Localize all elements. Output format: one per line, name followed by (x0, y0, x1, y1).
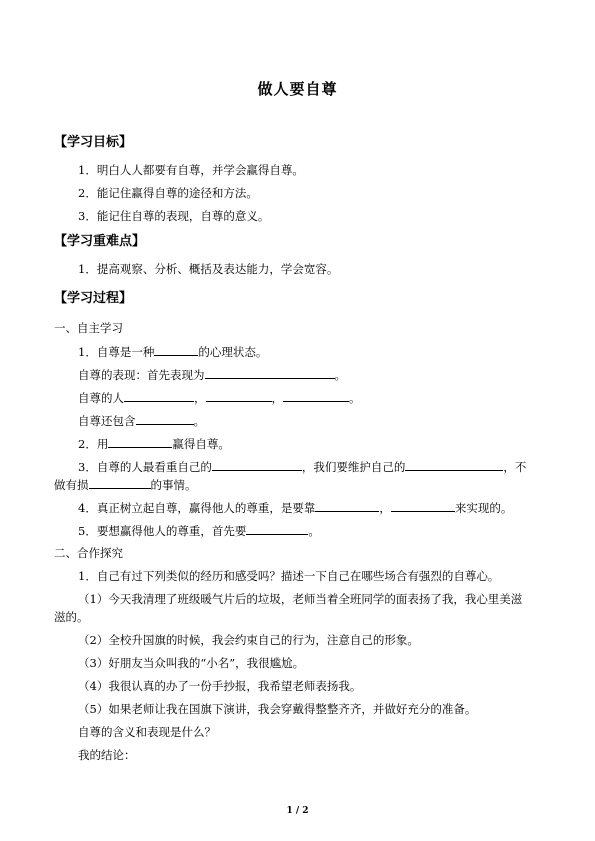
answer-blank[interactable] (89, 476, 151, 489)
q1-text-b: 的心理状态。 (198, 345, 268, 359)
part2-intro: 1．自己有过下列类似的经历和感受吗？描述一下自己在哪些场合有强烈的自尊心。 (78, 569, 500, 583)
answer-blank[interactable] (205, 366, 335, 379)
scenario-item-cont: 滋的。 (54, 610, 89, 624)
conclusion-label: 我的结论： (78, 748, 136, 762)
scenario-item: （5）如果老师让我在国旗下演讲，我会穿戴得整整齐齐，并做好充分的准备。 (78, 702, 477, 716)
fill-line-q2 (78, 435, 230, 452)
key-point-item: 1．提高观察、分析、概括及表达能力，学会宽容。 (78, 262, 339, 276)
answer-blank[interactable] (108, 435, 172, 448)
goal-item: 3．能记住自尊的表现，自尊的意义。 (78, 209, 270, 223)
q3-text-e: 的事情。 (150, 478, 197, 492)
q4-text-a: 4．真正树立起自尊，赢得他人的尊重，是要靠 (78, 501, 316, 515)
answer-blank[interactable] (283, 389, 349, 402)
answer-blank[interactable] (246, 522, 308, 535)
part2-heading: 二、合作探究 (54, 546, 123, 560)
period: 。 (349, 391, 361, 405)
scenario-item: （4）我很认真的办了一份手抄报，我希望老师表扬我。 (78, 679, 362, 693)
q5-text-a: 5．要想赢得他人的尊重，首先要 (78, 524, 247, 538)
q1-text-a: 1．自尊是一种 (78, 345, 155, 359)
q3-text-a: 3．自尊的人最看重自己的 (78, 460, 212, 474)
comma: ， (271, 391, 283, 405)
goal-item: 2．能记住赢得自尊的途径和方法。 (78, 186, 258, 200)
q3-text-b: ，我们要维护自己的 (301, 460, 406, 474)
q2-text-b: 赢得自尊。 (172, 437, 230, 451)
answer-blank[interactable] (212, 458, 302, 471)
answer-blank[interactable] (124, 389, 194, 402)
answer-blank[interactable] (206, 389, 272, 402)
fill-line-q4 (78, 499, 512, 516)
q4-text-b: 来实现的。 (454, 501, 513, 515)
fill-line-q5 (78, 522, 320, 539)
answer-blank[interactable] (315, 499, 379, 512)
answer-blank[interactable] (154, 343, 198, 356)
page-number: 1 / 2 (286, 806, 309, 816)
q1-text-e: 自尊的人 (78, 391, 124, 405)
answer-blank[interactable] (391, 499, 455, 512)
scenario-item: （3）好朋友当众叫我的“小名”，我很尴尬。 (78, 656, 305, 670)
goal-item: 1．明白人人都要有自尊，并学会赢得自尊。 (78, 163, 304, 177)
discussion-question: 自尊的含义和表现是什么？ (78, 725, 216, 739)
section-heading-process: 【学习过程】 (54, 291, 133, 306)
q3-text-c: ，不 (503, 460, 527, 474)
period: 。 (193, 414, 205, 428)
comma: ， (379, 501, 391, 515)
section-heading-key-points: 【学习重难点】 (54, 234, 146, 249)
fill-line-q3 (78, 458, 526, 475)
answer-blank[interactable] (405, 458, 503, 471)
q1-text-f: 自尊还包含 (78, 414, 136, 428)
fill-line-q1-person (78, 389, 361, 406)
q3-text-d: 做有损 (54, 478, 89, 492)
section-heading-goals: 【学习目标】 (54, 135, 133, 150)
fill-line-q1 (78, 343, 267, 360)
scenario-item: （2）全校升国旗的时候，我会约束自己的行为，注意自己的形象。 (78, 633, 419, 647)
scenario-item: （1）今天我清理了班级暖气片后的垃圾，老师当着全班同学的面表扬了我，我心里美滋 (78, 592, 523, 606)
period: 。 (308, 524, 320, 538)
answer-blank[interactable] (136, 412, 194, 425)
q1-text-d: 。 (334, 368, 346, 382)
comma: ， (194, 391, 206, 405)
page-title: 做人要自尊 (257, 80, 338, 98)
q2-text-a: 2．用 (78, 437, 109, 451)
fill-line-q3-cont (54, 476, 197, 493)
fill-line-q1-expression (78, 366, 346, 383)
q1-text-c: 自尊的表现：首先表现为 (78, 368, 205, 382)
fill-line-q1-include (78, 412, 205, 429)
part1-heading: 一、自主学习 (54, 321, 123, 335)
